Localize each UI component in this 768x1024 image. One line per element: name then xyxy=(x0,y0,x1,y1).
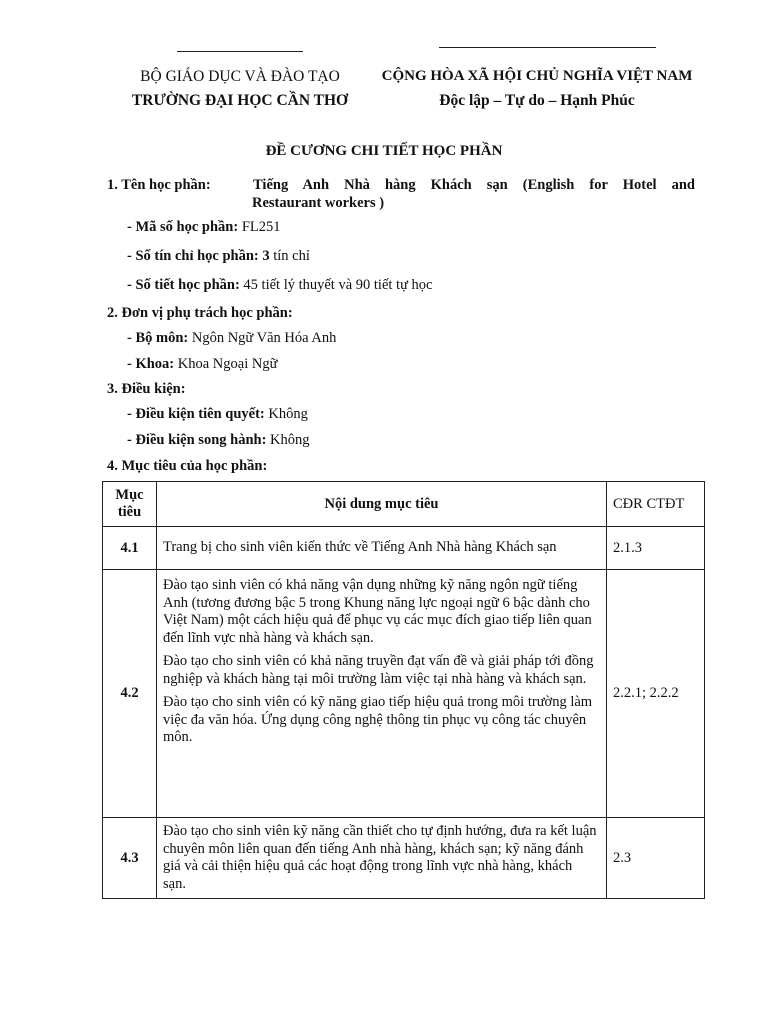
objective-cdr: 2.3 xyxy=(607,818,705,899)
republic-name: CỘNG HÒA XÃ HỘI CHỦ NGHĨA VIỆT NAM xyxy=(381,68,693,84)
table-row xyxy=(103,570,705,818)
objective-id: 4.2 xyxy=(103,570,157,818)
department-value: Ngôn Ngữ Văn Hóa Anh xyxy=(188,330,337,346)
faculty-row xyxy=(127,356,277,373)
objective-content xyxy=(157,818,607,899)
objective-paragraph: Đào tạo sinh viên có khả năng vận dụng những kỹ năng ngôn ngữ tiếng Anh (tương đương bậc 5 trong Khung năng lực ngoại ngữ 6 bậc dành cho Việt Nam) một cách hiệu quả để phục vụ các mục đích giao tiếp liên quan đến lĩnh vực nhà hàng và khách sạn. xyxy=(163,577,592,646)
prerequisite-label: - Điều kiện tiên quyết: xyxy=(127,406,265,422)
section4-heading: 4. Mục tiêu của học phần: xyxy=(107,458,268,474)
section3-heading: 3. Điều kiện: xyxy=(107,381,186,397)
objective-paragraph: Đào tạo cho sinh viên có kỹ năng giao tiếp hiệu quả trong môi trường làm việc đa văn hóa. Ứng dụng công nghệ thông tin phục vụ công tác chuyên môn. xyxy=(163,694,593,745)
table-header-row xyxy=(103,482,705,527)
section1-label: 1. Tên học phần: xyxy=(107,177,211,193)
faculty-label: - Khoa: xyxy=(127,356,175,372)
table-row xyxy=(103,818,705,899)
objective-content xyxy=(157,570,607,818)
objective-paragraph: Đào tạo cho sinh viên kỹ năng cần thiết cho tự định hướng, đưa ra kết luận chuyên môn liên quan đến tiếng Anh nhà hàng, khách sạn; kỹ năng đánh giá và cải thiện hiệu quả các hoạt động trong lĩnh vực nhà hàng, khách sạn. xyxy=(163,823,597,892)
credits-row xyxy=(127,248,310,265)
periods-row xyxy=(127,277,433,294)
course-code-row xyxy=(127,219,280,236)
header-content-cell: Nội dung mục tiêu xyxy=(157,482,607,527)
faculty-value: Khoa Ngoại Ngữ xyxy=(174,356,278,372)
corequisite-label: - Điều kiện song hành: xyxy=(127,432,267,448)
university-name: TRƯỜNG ĐẠI HỌC CẦN THƠ xyxy=(131,92,349,109)
header-left-rule xyxy=(177,51,303,52)
department-row xyxy=(127,330,336,347)
section2-heading: 2. Đơn vị phụ trách học phần: xyxy=(107,305,293,321)
document-title: ĐỀ CƯƠNG CHI TIẾT HỌC PHẦN xyxy=(265,143,503,159)
course-code-value: FL251 xyxy=(238,219,281,235)
header-objective-cell xyxy=(103,482,157,527)
objective-cdr: 2.1.3 xyxy=(607,527,705,570)
periods-value: 45 tiết lý thuyết và 90 tiết tự học xyxy=(239,277,433,293)
credits-label: - Số tín chỉ học phần: xyxy=(127,248,259,264)
header-objective-line1: Mục xyxy=(115,487,144,503)
course-name-line2: Restaurant workers ) xyxy=(252,195,385,211)
credits-number: 3 xyxy=(258,248,270,264)
prerequisite-value: Không xyxy=(264,406,308,422)
section1-heading xyxy=(107,177,211,194)
course-code-label: - Mã số học phần: xyxy=(127,219,239,235)
periods-label: - Số tiết học phần: xyxy=(127,277,240,293)
ministry-name: BỘ GIÁO DỤC VÀ ĐÀO TẠO xyxy=(140,68,340,85)
course-name-line1: Tiếng Anh Nhà hàng Khách sạn (English for Hotel and xyxy=(253,177,695,193)
objective-id: 4.1 xyxy=(103,527,157,570)
department-label: - Bộ môn: xyxy=(127,330,189,346)
objective-cdr: 2.2.1; 2.2.2 xyxy=(607,570,705,818)
objectives-table xyxy=(102,481,705,899)
objective-content xyxy=(157,527,607,570)
credits-unit: tín chỉ xyxy=(269,248,310,264)
prerequisite-row xyxy=(127,406,308,423)
header-objective-line2: tiêu xyxy=(117,504,142,520)
objective-id: 4.3 xyxy=(103,818,157,899)
corequisite-row xyxy=(127,432,310,449)
objective-paragraph: Trang bị cho sinh viên kiến thức về Tiếng Anh Nhà hàng Khách sạn xyxy=(163,539,557,556)
header-right-rule xyxy=(439,47,656,48)
objective-paragraph: Đào tạo cho sinh viên có khả năng truyền đạt vấn đề và giải pháp tới đồng nghiệp và khách hàng tại môi trường làm việc tại nhà hàng và khách sạn. xyxy=(163,653,594,687)
motto: Độc lập – Tự do – Hạnh Phúc xyxy=(439,92,635,109)
corequisite-value: Không xyxy=(266,432,310,448)
table-row xyxy=(103,527,705,570)
header-cdr-cell: CĐR CTĐT xyxy=(607,482,705,527)
